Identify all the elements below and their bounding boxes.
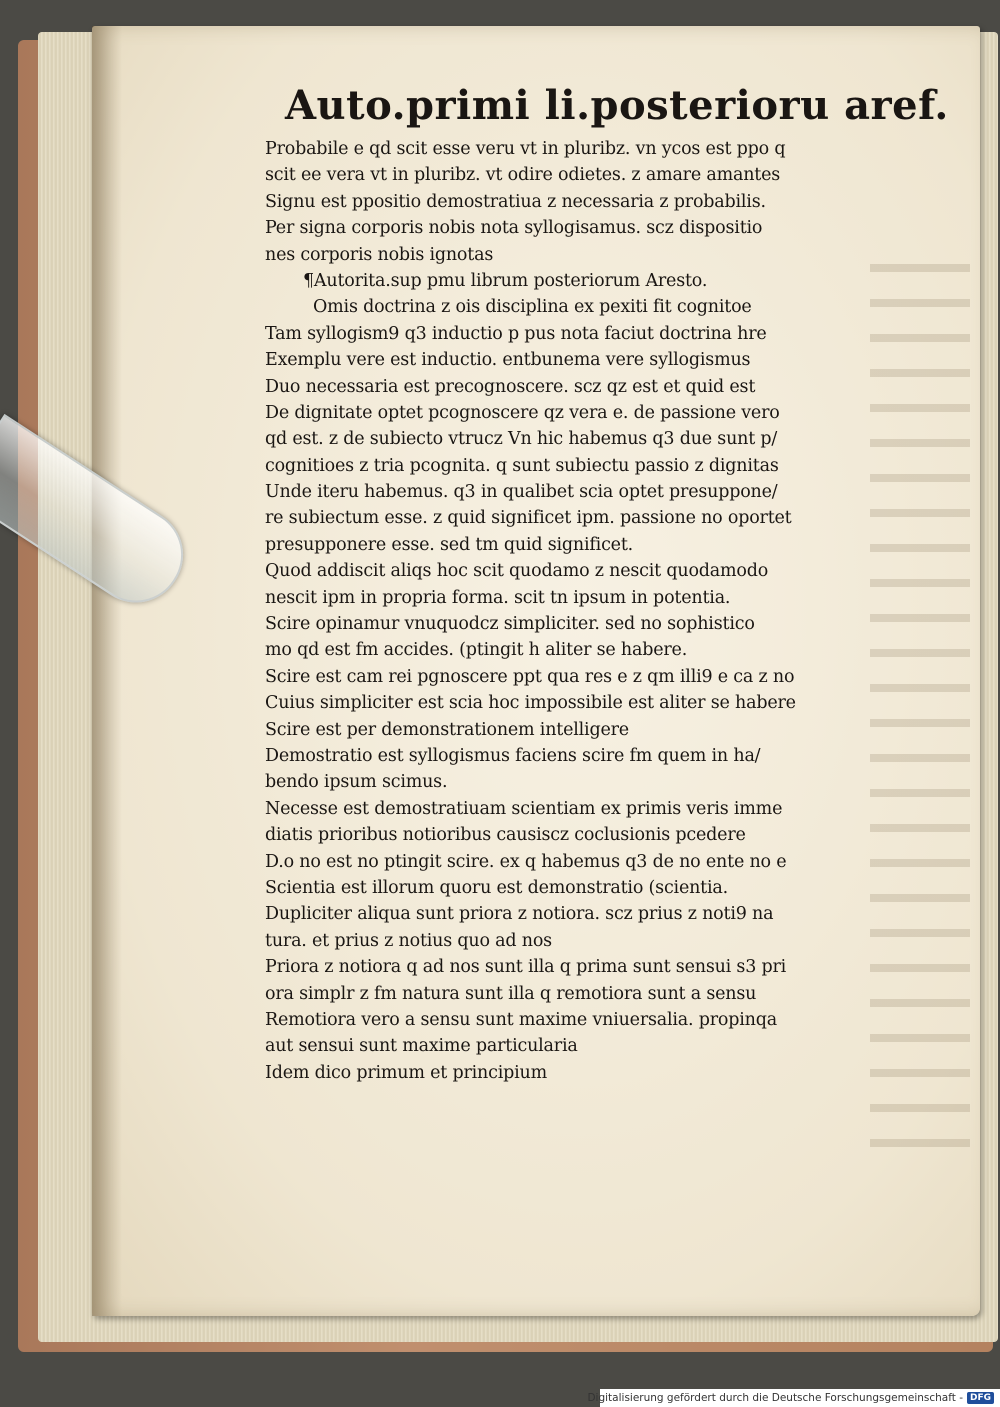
- text-line: bendo ipsum scimus.: [265, 772, 448, 793]
- text-lines: [265, 136, 870, 1086]
- text-line: mo qd est fm accides. (ptingit h aliter se habere.: [265, 640, 688, 661]
- show-through-text: [870, 250, 970, 1150]
- text-line: presupponere esse. sed tm quid significet.: [265, 534, 634, 555]
- text-line: Scientia est illorum quoru est demonstratio (scientia.: [265, 877, 728, 898]
- dfg-logo: DFG: [967, 1392, 994, 1404]
- text-line: Duo necessaria est precognoscere. scz qz est et quid est: [265, 376, 756, 397]
- text-line: nes corporis nobis ignotas: [265, 244, 494, 265]
- text-line: cognitioes z tria pcognita. q sunt subiectu passio z dignitas: [265, 455, 779, 476]
- page-text: [265, 78, 949, 1086]
- text-line: Quod addiscit aliqs hoc scit quodamo z nescit quodamodo: [265, 561, 769, 582]
- text-line: Probabile e qd scit esse veru vt in pluribz. vn ycos est ppo q: [265, 139, 786, 159]
- text-line: scit ee vera vt in pluribz. vt odire odietes. z amare amantes: [265, 165, 781, 186]
- text-line: Cuius simpliciter est scia hoc impossibile est aliter se habere: [265, 693, 796, 714]
- text-line: Remotiora vero a sensu sunt maxime vniuersalia. propinqa: [265, 1009, 777, 1030]
- funding-footer: [587, 1389, 1000, 1407]
- text-line: qd est. z de subiecto vtrucz Vn hic habemus q3 due sunt p/: [265, 429, 778, 450]
- text-line: Tam syllogism9 q3 inductio p pus nota faciut doctrina hre: [265, 323, 767, 344]
- text-line: diatis prioribus notioribus causiscz coclusionis pcedere: [265, 825, 746, 846]
- text-line: Demostratio est syllogismus faciens scire fm quem in ha/: [265, 745, 761, 766]
- text-line: De dignitate optet pcognoscere qz vera e. de passione vero: [265, 402, 780, 423]
- text-line: Scire opinamur vnuquodcz simpliciter. sed no sophistico: [265, 614, 755, 635]
- text-line: Scire est cam rei pgnoscere ppt qua res e z qm illi9 e ca z no: [265, 666, 795, 687]
- text-line: re subiectum esse. z quid significet ipm. passione no oportet: [265, 508, 792, 529]
- text-line: nescit ipm in propria forma. scit tn ipsum in potentia.: [265, 587, 731, 608]
- text-line: Exemplu vere est inductio. entbunema vere syllogismus: [265, 350, 751, 371]
- text-line: Scire est per demonstrationem intelligere: [265, 719, 629, 740]
- text-line: Idem dico primum et principium: [265, 1062, 547, 1083]
- text-line: aut sensui sunt maxime particularia: [265, 1036, 578, 1057]
- text-line: D.o no est no ptingit scire. ex q habemus q3 de no ente no e: [265, 851, 787, 872]
- text-line: Dupliciter aliqua sunt priora z notiora. scz prius z noti9 na: [265, 904, 774, 925]
- text-line: Priora z notiora q ad nos sunt illa q prima sunt sensui s3 pri: [265, 957, 787, 978]
- text-line: ¶Autorita.sup pmu librum posteriorum Aresto.: [303, 270, 708, 291]
- text-line: Per signa corporis nobis nota syllogisamus. scz dispositio: [265, 218, 763, 239]
- text-line: ora simplr z fm natura sunt illa q remotiora sunt a sensu: [265, 983, 757, 1004]
- page-gutter: [92, 26, 122, 1316]
- text-line: tura. et prius z notius quo ad nos: [265, 930, 552, 951]
- funding-notice: Digitalisierung gefördert durch die Deutsche Forschungsgemeinschaft -: [587, 1392, 963, 1404]
- text-line: Necesse est demostratiuam scientiam ex primis veris imme: [265, 798, 783, 819]
- text-line: Omis doctrina z ois disciplina ex pexiti fit cognitoe: [313, 297, 752, 318]
- text-line: Unde iteru habemus. q3 in qualibet scia optet presuppone/: [265, 482, 778, 503]
- text-line: Signu est ppositio demostratiua z necessaria z probabilis.: [265, 191, 766, 212]
- running-heading: Auto.primi li.posterioru aref.: [285, 82, 949, 129]
